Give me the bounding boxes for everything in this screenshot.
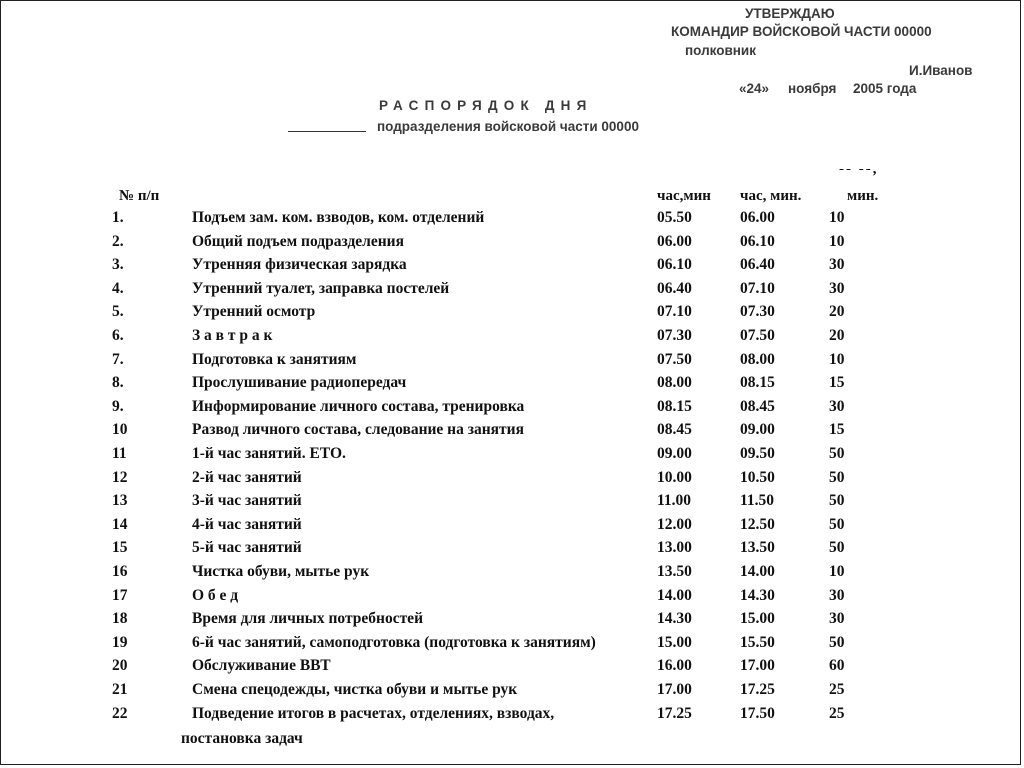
row-number: 20	[112, 657, 128, 675]
row-end-time: 08.45	[740, 397, 775, 415]
row-activity: 2-й час занятий	[192, 468, 302, 486]
table-row	[1, 469, 1024, 492]
row-duration: 50	[829, 539, 845, 557]
row-number: 12	[112, 468, 128, 486]
row-duration: 15	[829, 421, 845, 439]
approval-date-year: 2005 года	[853, 81, 917, 96]
row-start-time: 06.10	[657, 256, 692, 274]
row-number: 6.	[112, 327, 124, 344]
row-start-time: 08.15	[657, 397, 692, 415]
row-start-time: 11.00	[657, 492, 692, 510]
row-duration: 50	[829, 515, 845, 533]
row-duration: 30	[829, 256, 845, 274]
table-row	[1, 445, 1024, 468]
row-duration: 50	[829, 633, 845, 651]
row-duration: 30	[829, 279, 845, 297]
row-start-time: 12.00	[657, 515, 692, 533]
row-end-time: 17.00	[740, 657, 775, 675]
row-number: 3.	[112, 256, 124, 274]
row-activity: Общий подъем подразделения	[192, 232, 404, 250]
row-end-time: 06.10	[740, 232, 775, 250]
row-end-time: 07.50	[740, 327, 775, 344]
row-start-time: 16.00	[657, 657, 692, 675]
row-start-time: 05.50	[657, 209, 692, 226]
table-row	[1, 634, 1024, 657]
row-number: 18	[112, 610, 128, 628]
approval-signature-name: И.Иванов	[909, 63, 973, 78]
row-end-time: 10.50	[740, 468, 775, 486]
table-row	[1, 233, 1024, 256]
document-title: РАСПОРЯДОК ДНЯ	[379, 98, 593, 113]
table-row	[1, 398, 1024, 421]
row-activity: Прослушивание радиопередач	[192, 374, 407, 392]
row-activity: Утренняя физическая зарядка	[192, 256, 407, 274]
row-duration: 20	[829, 327, 845, 344]
row-end-time: 08.00	[740, 350, 775, 368]
row-duration: 30	[829, 586, 845, 604]
row-start-time: 17.25	[657, 704, 692, 722]
row-number: 7.	[112, 350, 124, 368]
unit-blank-line	[288, 131, 366, 132]
row-activity: Подготовка к занятиям	[192, 350, 357, 368]
table-row	[1, 516, 1024, 539]
table-row	[1, 657, 1024, 680]
row-duration: 15	[829, 374, 845, 392]
row-activity: 4-й час занятий	[192, 515, 302, 533]
table-row	[1, 587, 1024, 610]
row-activity: Время для личных потребностей	[192, 610, 423, 628]
approval-date-month: ноября	[788, 81, 837, 96]
row-end-time: 12.50	[740, 515, 775, 533]
table-row	[1, 374, 1024, 397]
row-duration: 50	[829, 468, 845, 486]
row-duration: 10	[829, 209, 845, 226]
row-start-time: 08.45	[657, 421, 692, 439]
row-activity: Смена спецодежды, чистка обуви и мытье рук	[192, 681, 518, 698]
row-end-time: 08.15	[740, 374, 775, 392]
row-start-time: 08.00	[657, 374, 692, 392]
row-end-time: 15.00	[740, 610, 775, 628]
row-start-time: 13.00	[657, 539, 692, 557]
row-duration: 10	[829, 350, 845, 368]
row-number: 19	[112, 633, 128, 651]
row-start-time: 15.00	[657, 633, 692, 651]
row-duration: 10	[829, 232, 845, 250]
row-start-time: 13.50	[657, 563, 692, 580]
row-number: 10	[112, 421, 128, 439]
row-end-time: 14.00	[740, 563, 775, 580]
row-number: 2.	[112, 232, 124, 250]
row-activity: Чистка обуви, мытье рук	[192, 563, 370, 580]
table-row	[1, 492, 1024, 515]
row-number: 8.	[112, 374, 124, 392]
row-activity: З а в т р а к	[192, 327, 273, 344]
row-number: 1.	[112, 209, 124, 226]
row-number: 4.	[112, 279, 124, 297]
table-row	[1, 351, 1024, 374]
row-activity: Утренний туалет, заправка постелей	[192, 279, 450, 297]
table-row	[1, 303, 1024, 326]
approval-date-day: «24»	[739, 81, 770, 96]
table-row	[1, 563, 1024, 586]
table-row	[1, 209, 1024, 232]
table-row	[1, 705, 1024, 728]
row-end-time: 17.50	[740, 704, 775, 722]
table-row	[1, 539, 1024, 562]
row-end-time: 13.50	[740, 539, 775, 557]
row-end-time: 06.40	[740, 256, 775, 274]
row-activity: Подъем зам. ком. взводов, ком. отделений	[192, 209, 485, 226]
row-end-time: 11.50	[740, 492, 775, 510]
row-end-time: 17.25	[740, 681, 775, 698]
header-duration: мин.	[847, 188, 879, 204]
row-start-time: 09.00	[657, 445, 692, 462]
row-number: 21	[112, 681, 128, 698]
row-duration: 60	[829, 657, 845, 675]
table-row	[1, 280, 1024, 303]
row-start-time: 10.00	[657, 468, 692, 486]
row-start-time: 07.50	[657, 350, 692, 368]
row-number: 15	[112, 539, 128, 557]
row-end-time: 06.00	[740, 209, 775, 226]
row-duration: 30	[829, 610, 845, 628]
approval-rank: полковник	[685, 43, 756, 58]
row-activity: 1-й час занятий. ЕТО.	[192, 445, 346, 462]
row-number: 14	[112, 515, 128, 533]
row-end-time: 14.30	[740, 586, 775, 604]
header-end: час, мин.	[740, 188, 802, 204]
row-duration: 25	[829, 681, 845, 698]
row-activity: О б е д	[192, 586, 239, 604]
document-subtitle: подразделения войсковой части 00000	[377, 119, 639, 134]
row-duration: 30	[829, 397, 845, 415]
table-row	[1, 681, 1024, 704]
row-number: 16	[112, 563, 128, 580]
table-row	[1, 256, 1024, 279]
row-activity: 3-й час занятий	[192, 492, 302, 510]
row-duration: 25	[829, 704, 845, 722]
table-row	[1, 327, 1024, 350]
row-start-time: 07.30	[657, 327, 692, 344]
row-duration: 50	[829, 492, 845, 510]
row-duration: 20	[829, 303, 845, 321]
header-num: № п/п	[119, 188, 160, 204]
row-start-time: 07.10	[657, 303, 692, 321]
row-activity: Информирование личного состава, тренировка	[192, 397, 525, 415]
row-start-time: 06.40	[657, 279, 692, 297]
row-end-time: 09.50	[740, 445, 775, 462]
row-activity: Обслуживание ВВТ	[192, 657, 331, 675]
row-activity: Развод личного состава, следование на занятия	[192, 421, 524, 439]
table-row	[1, 421, 1024, 444]
cut-off-header-fragment: -- --,	[839, 169, 879, 177]
row-end-time: 07.10	[740, 279, 775, 297]
row-activity: Утренний осмотр	[192, 303, 316, 321]
row-end-time: 07.30	[740, 303, 775, 321]
row-number: 17	[112, 586, 128, 604]
row-end-time: 09.00	[740, 421, 775, 439]
row-start-time: 06.00	[657, 232, 692, 250]
row-activity: 5-й час занятий	[192, 539, 302, 557]
row-start-time: 14.30	[657, 610, 692, 628]
row-start-time: 14.00	[657, 586, 692, 604]
row-activity: 6-й час занятий, самоподготовка (подготовка к занятиям)	[192, 633, 596, 651]
row-start-time: 17.00	[657, 681, 692, 698]
row-end-time: 15.50	[740, 633, 775, 651]
row-number: 22	[112, 704, 128, 722]
row-duration: 10	[829, 563, 845, 580]
table-row	[1, 610, 1024, 633]
row-duration: 50	[829, 445, 845, 462]
header-start: час,мин	[657, 188, 711, 204]
row-number: 9.	[112, 397, 124, 415]
row-activity: Подведение итогов в расчетах, отделениях, взводах,	[192, 704, 555, 722]
approval-commander: КОМАНДИР ВОЙСКОВОЙ ЧАСТИ 00000	[671, 24, 932, 39]
approval-heading: УТВЕРЖДАЮ	[745, 6, 835, 21]
row-number: 5.	[112, 303, 124, 321]
row-number: 13	[112, 492, 128, 510]
row-22-continuation: постановка задач	[181, 730, 303, 747]
row-number: 11	[112, 445, 127, 462]
